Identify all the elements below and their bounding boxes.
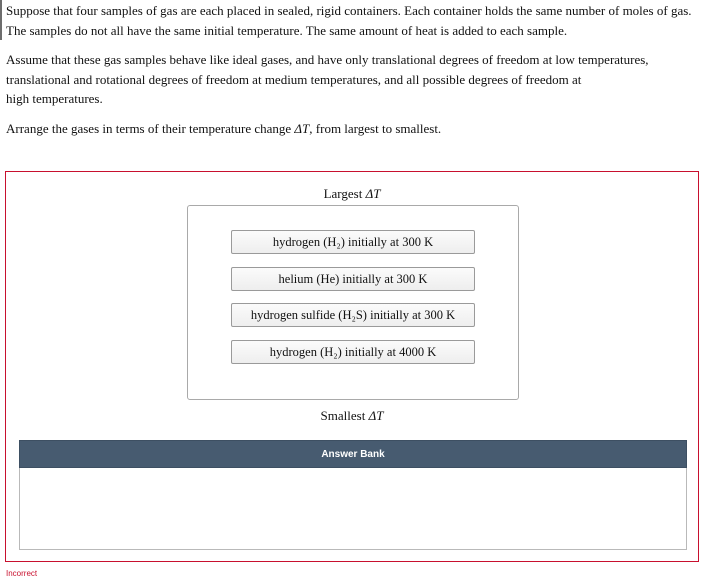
status-incorrect: Incorrect	[6, 569, 38, 578]
delta-t-symbol: ΔT	[294, 120, 310, 136]
question-paragraph-1: Suppose that four samples of gas are each placed in sealed, rigid containers. Each container holds the same number of moles of gas. The samples do not all have the same initial temperature. The same amount of heat is added to each sample.	[6, 3, 692, 38]
smallest-label-text: Smallest	[320, 408, 369, 423]
question-paragraph-2	[6, 50, 701, 109]
question-text	[6, 0, 701, 148]
rank-item-helium-300k[interactable]: helium (He) initially at 300 K	[231, 267, 475, 291]
rank-item-hydrogen-4000k[interactable]: hydrogen (H₂) initially at 4000 K	[231, 340, 475, 364]
rank-item-hydrogen-sulfide-300k[interactable]: hydrogen sulfide (H₂S) initially at 300 K	[231, 303, 475, 327]
answer-bank-header: Answer Bank	[19, 440, 687, 468]
largest-delta-t: ΔT	[365, 186, 381, 201]
rank-item-hydrogen-300k[interactable]: hydrogen (H₂) initially at 300 K	[231, 230, 475, 254]
answer-bank-dropzone[interactable]	[19, 468, 687, 550]
question-paragraph-3-suffix: , from largest to smallest.	[309, 120, 442, 136]
question-paragraph-3-prefix: Arrange the gases in terms of their temperature change	[6, 120, 295, 136]
largest-label	[6, 186, 698, 202]
question-paragraph-2-main: Assume that these gas samples behave like ideal gases, and have only translational degrees of freedom at low temperatures, translational and rotational degrees of freedom at medium temperatures, and all possible degrees of freedom at	[6, 52, 649, 87]
smallest-delta-t: ΔT	[368, 408, 384, 423]
ranking-dropzone[interactable]	[187, 205, 519, 400]
question-left-border	[0, 0, 2, 40]
question-paragraph-3	[6, 119, 701, 139]
ranking-area	[5, 171, 699, 562]
smallest-label	[6, 408, 698, 424]
largest-label-text: Largest	[323, 186, 366, 201]
question-paragraph-2-end: high temperatures.	[6, 91, 103, 106]
